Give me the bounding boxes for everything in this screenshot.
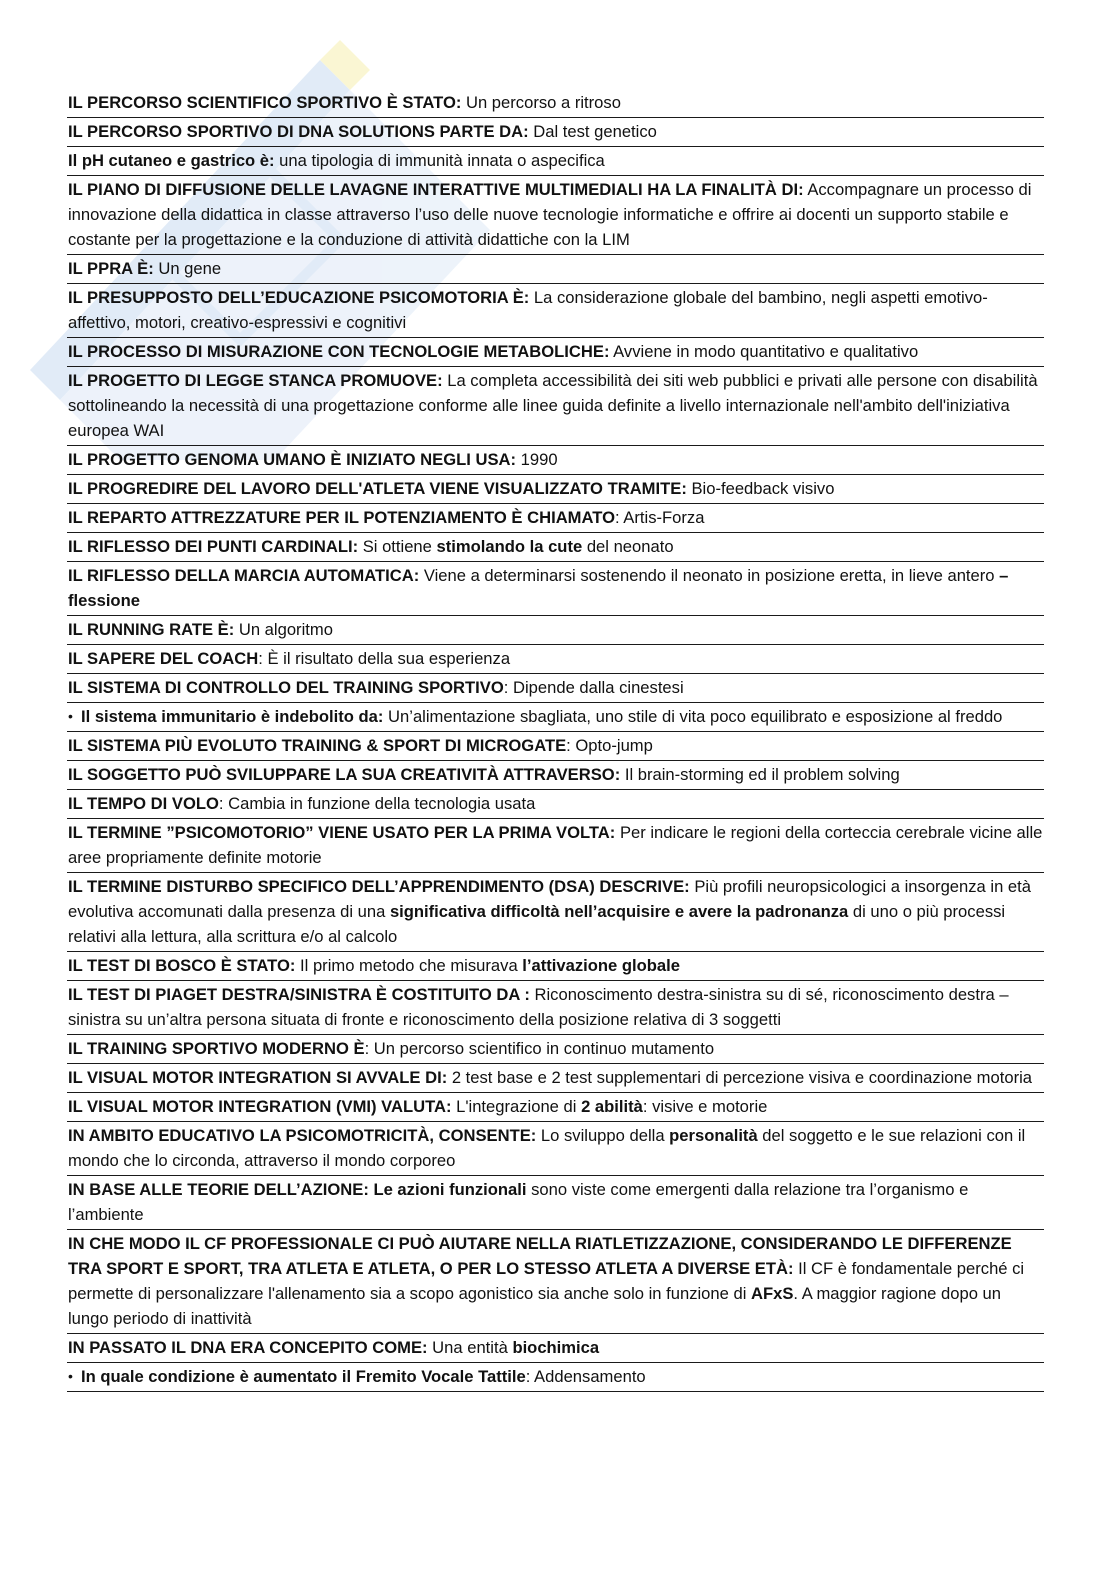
entry-text: : Cambia in funzione della tecnologia usata (218, 794, 536, 813)
qa-entry (67, 89, 1044, 118)
qa-list (67, 89, 1044, 1392)
entry-bold-text: IL PERCORSO SCIENTIFICO SPORTIVO È STATO: (68, 93, 462, 112)
entry-text: 1990 (516, 450, 558, 469)
entry-text: : È il risultato della sua esperienza (258, 649, 511, 668)
entry-bold-text: l’attivazione globale (522, 956, 680, 975)
entry-bold-text: IL PROGREDIRE DEL LAVORO DELL'ATLETA VIENE VISUALIZZATO TRAMITE: (68, 479, 687, 498)
entry-text: : Addensamento (525, 1367, 646, 1386)
qa-entry (67, 475, 1044, 504)
entry-text: : Opto-jump (566, 736, 653, 755)
entry-bold-text: biochimica (512, 1338, 600, 1357)
entry-text: del neonato (582, 537, 674, 556)
entry-bold-text: IL TEST DI PIAGET DESTRA/SINISTRA È COSTITUITO DA : (68, 985, 530, 1004)
entry-text: L'integrazione di (451, 1097, 582, 1116)
entry-bold-text: AFxS (751, 1284, 794, 1303)
qa-entry (67, 1064, 1044, 1093)
entry-bold-text: IN AMBITO EDUCATIVO LA PSICOMOTRICITÀ, CONSENTE: (68, 1126, 537, 1145)
entry-bold-text: IL SAPERE DEL COACH (68, 649, 259, 668)
qa-entry (67, 338, 1044, 367)
qa-entry (67, 533, 1044, 562)
qa-entry (67, 1122, 1044, 1176)
entry-bold-text: IL TEMPO DI VOLO (68, 794, 219, 813)
entry-text: Il primo metodo che misurava (295, 956, 523, 975)
qa-entry (67, 761, 1044, 790)
entry-text: . A maggior ragione dopo un lungo periodo di inattività (68, 1284, 1001, 1328)
qa-entry (67, 504, 1044, 533)
entry-text: La considerazione globale del bambino, negli aspetti emotivo-affettivo, motori, creativo-espressivi e cognitivi (68, 288, 988, 332)
entry-bold-text: IL TERMINE ”PSICOMOTORIO” VIENE USATO PER LA PRIMA VOLTA: (68, 823, 616, 842)
entry-text: Una entità (427, 1338, 513, 1357)
entry-text: Bio-feedback visivo (686, 479, 835, 498)
entry-text: Riconoscimento destra-sinistra su di sé, riconoscimento destra – sinistra su un’altra persona situata di fronte e riconoscimento della posizione relativa di 3 soggetti (68, 985, 1009, 1029)
entry-text: del soggetto e le sue relazioni con il mondo che lo circonda, attraverso il mondo corporeo (68, 1126, 1026, 1170)
entry-bold-text: In quale condizione è aumentato il Fremito Vocale Tattile (81, 1367, 526, 1386)
entry-text: Avviene in modo quantitativo e qualitativo (609, 342, 919, 361)
entry-bold-text: IL RIFLESSO DELLA MARCIA AUTOMATICA: (68, 566, 420, 585)
qa-entry (67, 367, 1044, 446)
entry-bold-text: – flessione (68, 566, 1009, 610)
entry-bold-text: IL SISTEMA PIÙ EVOLUTO TRAINING & SPORT DI MICROGATE (68, 736, 567, 755)
entry-bold-text: IL RIFLESSO DEI PUNTI CARDINALI: (68, 537, 359, 556)
qa-entry (67, 562, 1044, 616)
entry-bold-text: IL SOGGETTO PUÒ SVILUPPARE LA SUA CREATIVITÀ ATTRAVERSO: (68, 765, 621, 784)
qa-entry (67, 446, 1044, 475)
entry-bold-text: IN PASSATO IL DNA ERA CONCEPITO COME: (68, 1338, 428, 1357)
entry-bold-text: IL PROCESSO DI MISURAZIONE CON TECNOLOGIE METABOLICHE: (68, 342, 610, 361)
entry-bold-text: 2 abilità (581, 1097, 643, 1116)
entry-bold-text: IL PRESUPPOSTO DELL’EDUCAZIONE PSICOMOTORIA È: (68, 288, 530, 307)
entry-text: 2 test base e 2 test supplementari di percezione visiva e coordinazione motoria (447, 1068, 1033, 1087)
entry-text: Un gene (153, 259, 222, 278)
entry-text: : Artis-Forza (615, 508, 705, 527)
qa-entry (67, 147, 1044, 176)
entry-bold-text: IL REPARTO ATTREZZATURE PER IL POTENZIAMENTO È CHIAMATO (68, 508, 615, 527)
entry-text: una tipologia di immunità innata o aspecifica (274, 151, 605, 170)
entry-text: Lo sviluppo della (536, 1126, 670, 1145)
bullet-list-item (67, 703, 1044, 732)
entry-text: Più profili neuropsicologici a insorgenza in età evolutiva accomunati dalla presenza di una (68, 877, 1031, 921)
entry-bold-text: IL VISUAL MOTOR INTEGRATION SI AVVALE DI: (68, 1068, 448, 1087)
entry-bold-text: IL PROGETTO DI LEGGE STANCA PROMUOVE: (68, 371, 443, 390)
entry-bold-text: IN BASE ALLE TEORIE DELL’AZIONE: Le azioni funzionali (68, 1180, 527, 1199)
entry-bold-text: IL TERMINE DISTURBO SPECIFICO DELL’APPRENDIMENTO (DSA) DESCRIVE: (68, 877, 690, 896)
qa-entry (67, 819, 1044, 873)
entry-bold-text: IL SISTEMA DI CONTROLLO DEL TRAINING SPORTIVO (68, 678, 504, 697)
entry-text: Il brain-storming ed il problem solving (620, 765, 900, 784)
qa-entry (67, 118, 1044, 147)
qa-entry (67, 674, 1044, 703)
entry-text: La completa accessibilità dei siti web pubblici e privati alle persone con disabilità sottolineando la necessità di una progettazione conforme alle linee guida definite a livello internazionale nell'ambito dell'iniziativa europea WAI (68, 371, 1038, 440)
qa-entry (67, 1035, 1044, 1064)
qa-entry (67, 981, 1044, 1035)
entry-bold-text: IL PERCORSO SPORTIVO DI DNA SOLUTIONS PARTE DA: (68, 122, 529, 141)
entry-text: di uno o più processi relativi alla lettura, alla scrittura e/o al calcolo (68, 902, 1006, 946)
entry-bold-text: significativa difficoltà nell’acquisire e avere la padronanza (389, 902, 849, 921)
entry-text: : visive e motorie (642, 1097, 768, 1116)
entry-text: Viene a determinarsi sostenendo il neonato in posizione eretta, in lieve antero (419, 566, 1000, 585)
qa-entry (67, 176, 1044, 255)
entry-bold-text: personalità (669, 1126, 758, 1145)
bullet-list-item (67, 1363, 1044, 1392)
qa-entry (67, 1176, 1044, 1230)
entry-text: Si ottiene (358, 537, 437, 556)
entry-text: Un percorso a ritroso (461, 93, 621, 112)
qa-entry (67, 873, 1044, 952)
entry-bold-text: IL RUNNING RATE È: (68, 620, 235, 639)
qa-entry (67, 255, 1044, 284)
entry-bold-text: IL PIANO DI DIFFUSIONE DELLE LAVAGNE INTERATTIVE MULTIMEDIALI HA LA FINALITÀ DI: (68, 180, 804, 199)
entry-bold-text: IN CHE MODO IL CF PROFESSIONALE CI PUÒ AIUTARE NELLA RIATLETIZZAZIONE, CONSIDERANDO LE DIFFERENZE TRA SPORT E SPORT, TRA ATLETA E ATLETA, O PER LO STESSO ATLETA A DIVERSE ETÀ: (68, 1234, 1012, 1278)
entry-text: sono viste come emergenti dalla relazione tra l’organismo e l’ambiente (68, 1180, 969, 1224)
entry-text: Per indicare le regioni della corteccia cerebrale vicine alle aree propriamente definite motorie (68, 823, 1043, 867)
entry-bold-text: IL VISUAL MOTOR INTEGRATION (VMI) VALUTA: (68, 1097, 452, 1116)
entry-text: Un algoritmo (234, 620, 333, 639)
qa-entry (67, 790, 1044, 819)
entry-text: Un’alimentazione sbagliata, uno stile di vita poco equilibrato e esposizione al freddo (383, 707, 1003, 726)
entry-bold-text: Il sistema immunitario è indebolito da: (81, 707, 384, 726)
entry-text: Dal test genetico (528, 122, 657, 141)
entry-text: Accompagnare un processo di innovazione della didattica in classe attraverso l’uso delle nuove tecnologie informatiche e offrire ai docenti un supporto stabile e costante per la progettazione e la conduzione di attività didattiche con la LIM (68, 180, 1032, 249)
entry-bold-text: IL PPRA È: (68, 259, 154, 278)
entry-bold-text: IL PROGETTO GENOMA UMANO È INIZIATO NEGLI USA: (68, 450, 517, 469)
qa-entry (67, 732, 1044, 761)
qa-entry (67, 952, 1044, 981)
entry-text: : Dipende dalla cinestesi (503, 678, 684, 697)
qa-entry (67, 1230, 1044, 1334)
entry-text: : Un percorso scientifico in continuo mutamento (364, 1039, 715, 1058)
entry-bold-text: stimolando la cute (436, 537, 583, 556)
qa-entry (67, 284, 1044, 338)
entry-bold-text: Il pH cutaneo e gastrico è: (68, 151, 275, 170)
qa-entry (67, 1093, 1044, 1122)
qa-entry (67, 1334, 1044, 1363)
entry-text: Il CF è fondamentale perché ci permette di personalizzare l'allenamento sia a scopo agonistico sia anche solo in funzione di (68, 1259, 1025, 1303)
entry-bold-text: IL TEST DI BOSCO È STATO: (68, 956, 296, 975)
qa-entry (67, 645, 1044, 674)
entry-bold-text: IL TRAINING SPORTIVO MODERNO È (68, 1039, 365, 1058)
qa-entry (67, 616, 1044, 645)
